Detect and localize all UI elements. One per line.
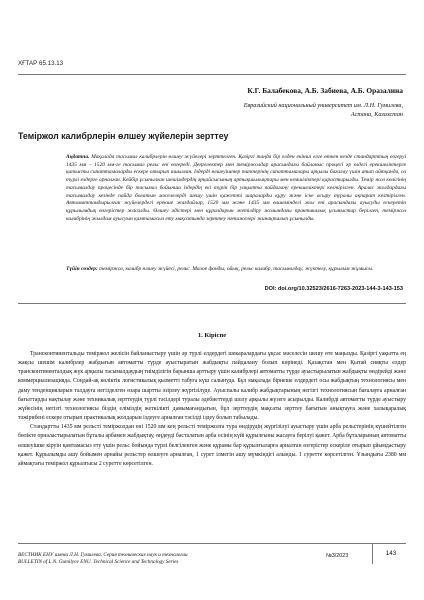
- body-text: [18, 350, 406, 469]
- footer-journal-kz: ВЕСТНИК ЕНУ имени Л.Н. Гумилева. Серия технических наук и технологии: [18, 552, 188, 558]
- header-rule: [18, 74, 406, 75]
- affiliation-line-2: Астана, Казахстан: [350, 111, 403, 118]
- affiliation: [244, 101, 403, 119]
- abstract-text: Мақалада тасымал калибрлерін өлшеу жүйелері зерттелген. Қазіргі таңда бір елден екінші елге өткен кезде стандарттың өзгеруі 1435 мм – 1520 мм-ге тасымал рельс ені өзгереді. Деңгелектер мен теміржолдар арасындағы байланыс процесі әр елдегі ерекшеліктерге қатысты сипаттамаларды ескере отырып ашылған. Іздерді өлшеуіштер типтерінің сипаттамалары арқылы бағалау үшін атап айтқанда, ол түрлі елдерге арналған. Кейбір ұсынылған шешімдердің әрқайсысының артықшылықтары мен кемшіліктері қарастырылды. Темір жол көлігінің тасымалдау процесінде бір тасымал бойынша іздердің екі түрін бір уақытта пайдалану ерекшеліктері келтірілген. Аралас жолдардағы тасымалдау кезінде пайда болатын мәселелерді шешу үшін қажетті шараларды құру және іске асыру туралы ақпарат келтірілген. Автоматтандырылған жүйелердегі ерекше жағдайлар, 1520 мм және 1435 мм өлшеміндегі жол ені арасындағы ауысуды ескеретін құрылымдық өзгерістер жасалды. Өлшеу әдістері мен құралдарын жетілдіру жолындағы практикалық ұсыныстар берілген, теміржол калибрінің жылдам ауысуын қамтамасыз ету мақсатында зерттеу нәтижелері жинақталып ұсынылды.: [66, 154, 407, 222]
- footer-journal: [18, 552, 188, 567]
- footer-divider: [372, 544, 373, 564]
- abstract: [66, 154, 406, 223]
- body-paragraph-2: Стандартты 1435 мм рельсті теміржолдан ені 1520 мм кең рельсті теміржолға тура өндірудің жүргізілуі ауыстыру үшін арба рельстерінің күшейтілген бөлікте орналастырылатын бұталы арбамен жабдықтау, өңдеуді басталатын арба осінің күйі құрылғыны жасауға берілуі қажет. Арба бұталарының автоматты өлшеуішке кіруін қамтамасыз ету үшін рельс бойында түрлі белгіленген және құрамы бар құрылғыларға арналған өзгерістер ескеріле отырып ұйымдастыру қажет. Құрылымды ашу бойымен арнайы рельстер өлшеуге арналған, 1 сурет ілмегін ашу мүмкіндігі алынды. 1 суретте көрсетілген. Ұзындығы 2380 мм аймақтағы теміржол құрылғысы 2 суретте көрсетілген.: [18, 424, 406, 467]
- authors-line: К.Г. Балабекова, А.Б. Забиева, А.Б. Оразалина: [247, 86, 403, 95]
- footer-rule: [18, 543, 406, 544]
- keywords-text: теміржол, калибр өлшеу жүйесі, рельс. Малое фонды, ойық, рельс калибр, тасымалдау, жүктелу, құрылым жұмысы.: [99, 266, 374, 272]
- affiliation-line-1: Евразийский национальный университет им. Л.Н. Гумилева,: [243, 102, 403, 109]
- body-paragraph-1: Трансконтинентальды теміржол желісін байланыстыру үшін әр түрлі елдердегі шекаралардағы ұқсас мәселесін шешу өте маңызды. Қазіргі уақытта ең жақсы шешім калибрлер жабдығын автоматты түрде ауыстыратын жабдықты пайдалану болып көрінеді. Қазақстан мен Қытай сияқты елдер трансконтиненталдық жүк арқылы тасымалдаудың тиімділігін барынша арттыру үшін калибрлері автоматты түрде ауыстырылатын жабдықты өндірейді және коммерциализацияда. Соңдай-ақ көліктік логистикалық қызметті табуға күш салынуда. Бұл мақалада бірнеше елдердегі осы жабдықтың технологиясы мен даму тенденцияларын талдауға негізделген өзара шартты әзірлеу жүргізілуде. Ауыспалы калибр жабдықтарының негізгі технологиясын бағалауға арналған бағыттарды нақтылау және техникалық зерттеудің түрлі тәсілдері туралы әдебиеттерді шолу арқылы жүзеге асырылды. Калибрді автоматты түрде ауыстыру жүйесінің негізгі технологиясы біздің еліміздің жеткілікті дамымағандығын, бұл зерттеудің мақсаты зерттеу бағытын анықтауға және халықаралық тәжірибені ескере отырып практикалық жолдарын іздеуге арналған тәсілді іздеу болып табылады.: [18, 351, 406, 422]
- doi-link[interactable]: DOI: doi.org/10.32523/2616-7263-2023-144-3-143-153: [264, 286, 403, 292]
- footer-journal-en: BULLETIN of L.N. Gumilyov ENU. Technical Science and Technology Series: [18, 559, 179, 566]
- section-heading: 1. Кіріспе: [197, 332, 227, 339]
- irstap-code: ХҒТАР 65.13.13: [18, 60, 64, 67]
- footer-issue: №3/2023: [326, 553, 349, 559]
- page-number: 143: [385, 550, 397, 557]
- article-title: Теміржол калибрлерін өлшеу жүйелерін зерттеу: [18, 131, 229, 141]
- keywords: [66, 266, 406, 274]
- keywords-label: Түйін сөздер:: [66, 266, 98, 272]
- abstract-label: Аңдатпа.: [66, 154, 90, 160]
- doi-rule: [18, 303, 406, 304]
